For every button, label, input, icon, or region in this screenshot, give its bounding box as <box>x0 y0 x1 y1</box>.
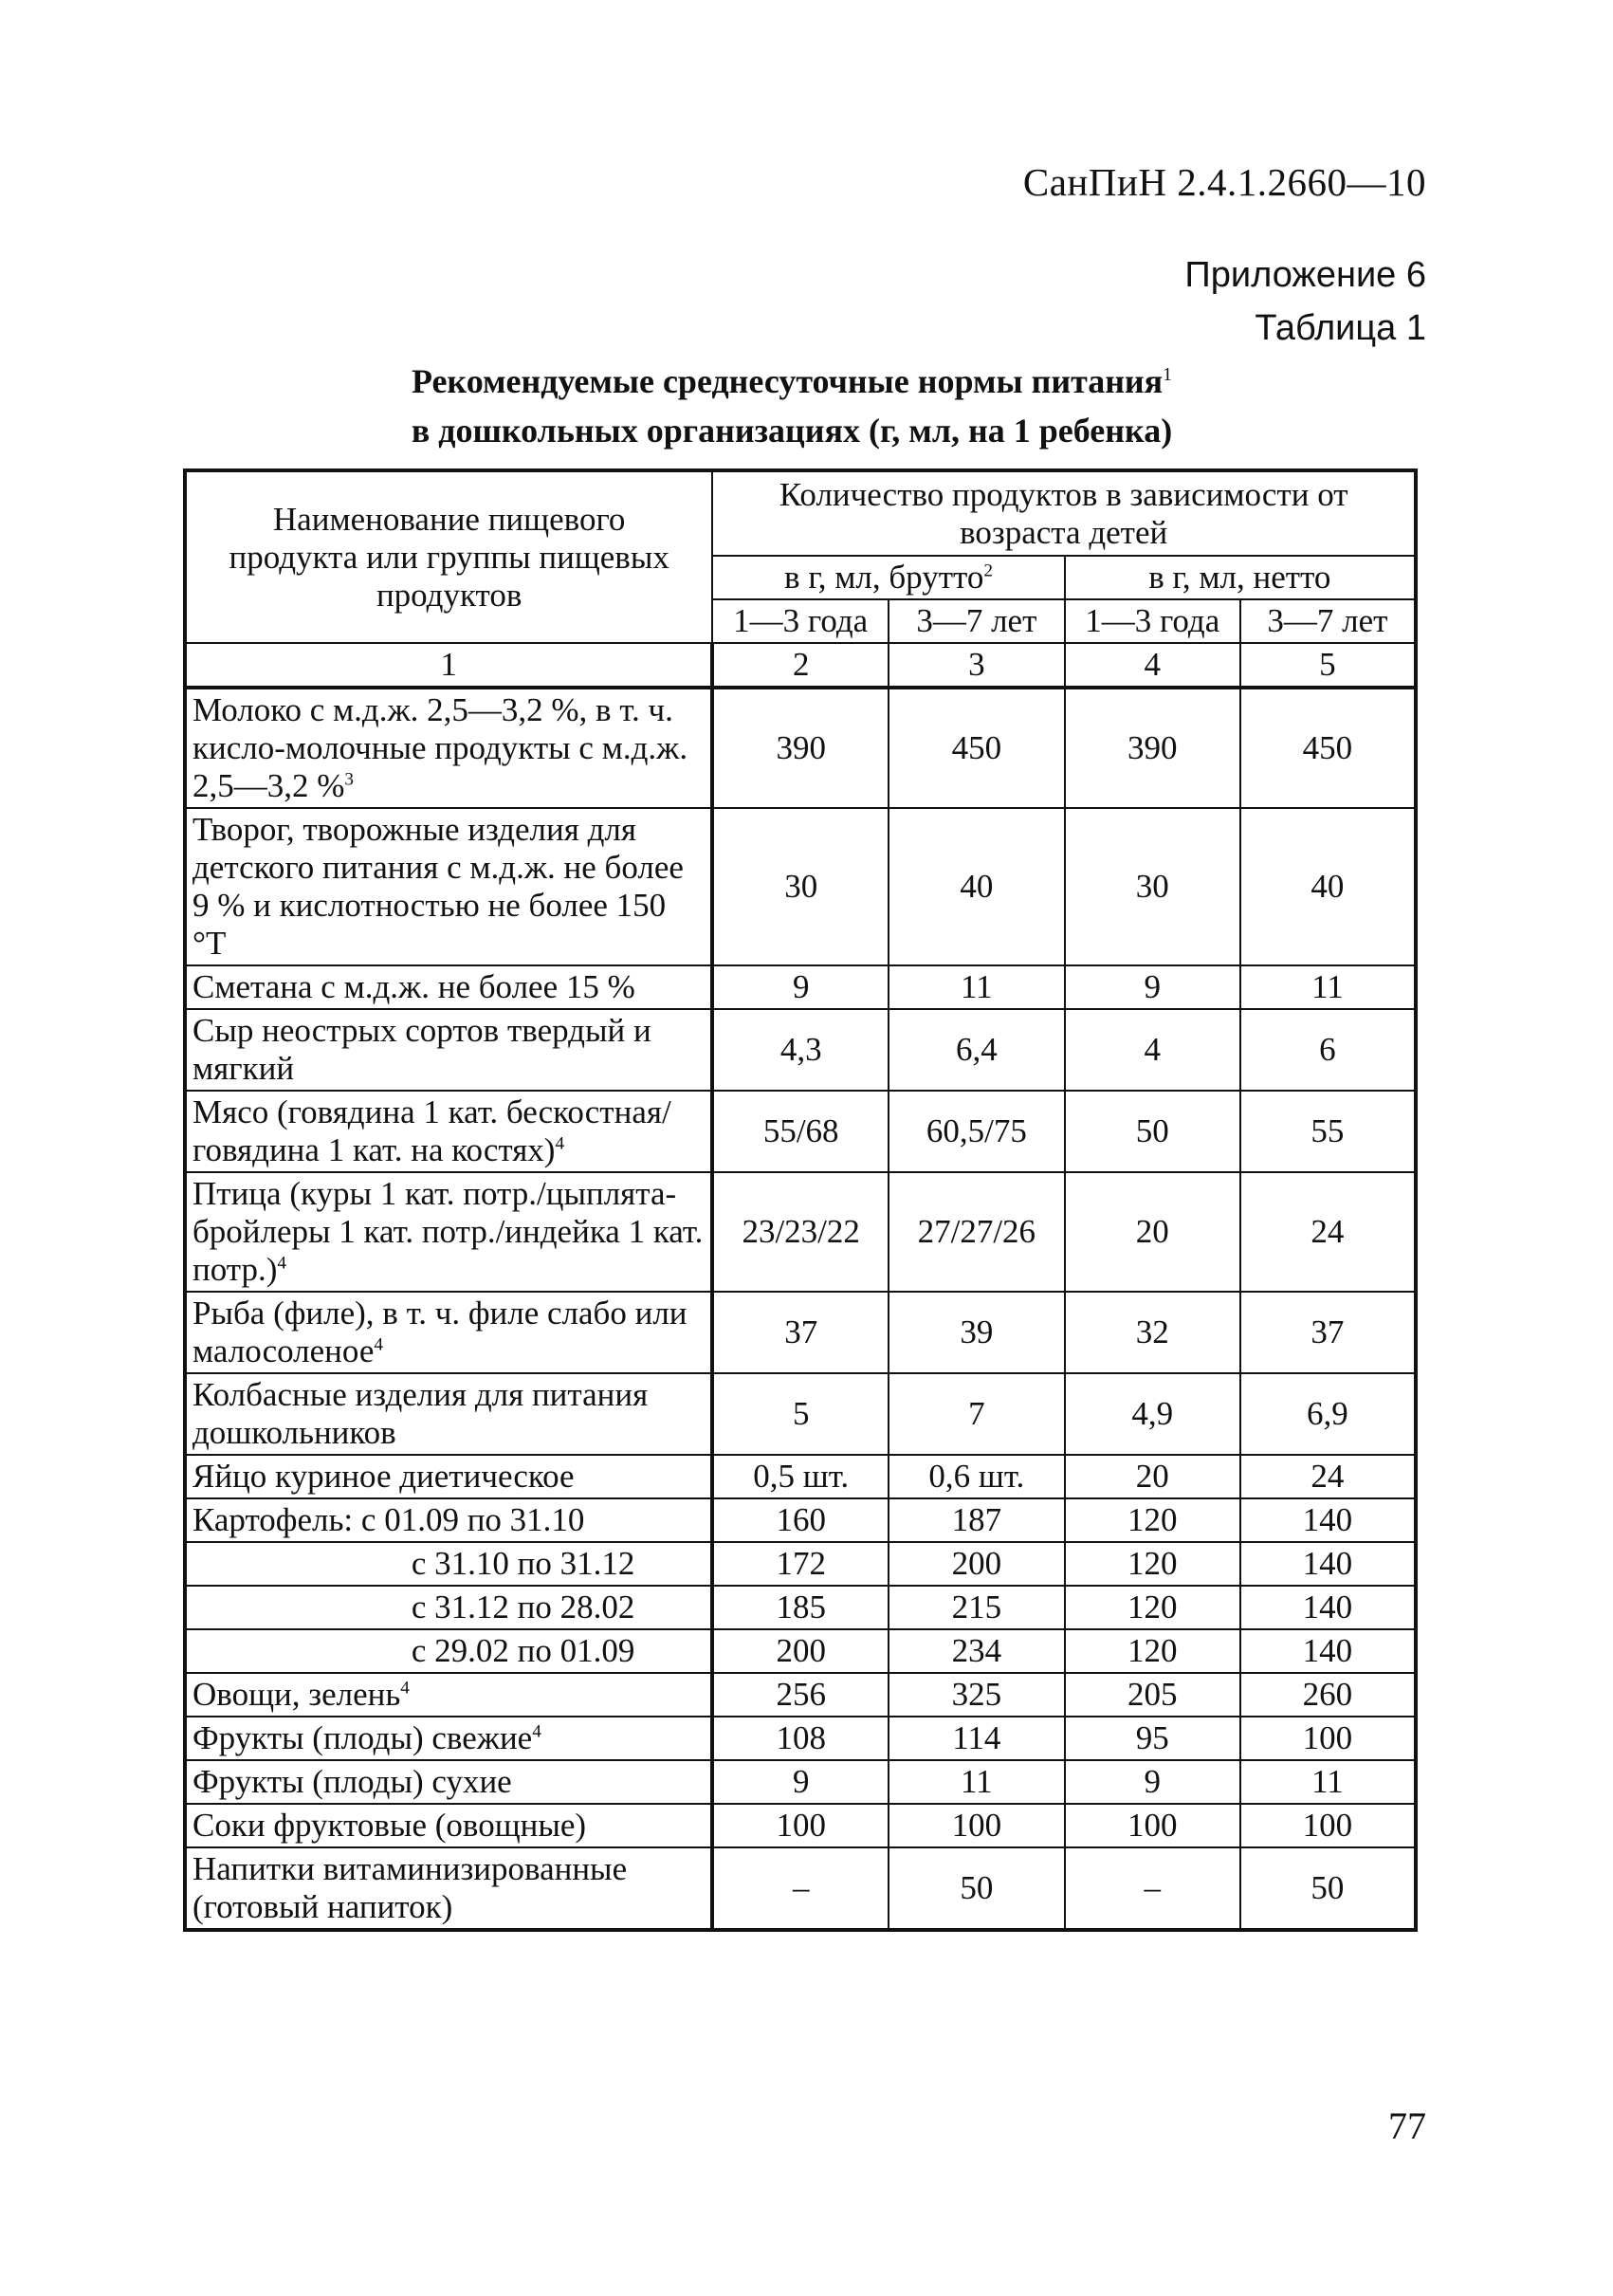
footnote-mark: 4 <box>555 1133 565 1154</box>
value-cell: – <box>712 1847 889 1930</box>
table-row <box>185 1717 1416 1760</box>
table-row <box>185 1586 1416 1629</box>
value-cell: 205 <box>1065 1673 1240 1717</box>
header-product-name: Наименование пищевого продукта или группы пищевых продуктов <box>185 470 712 643</box>
value-cell: 60,5/75 <box>889 1091 1065 1172</box>
value-cell: 11 <box>889 965 1065 1009</box>
column-number: 1 <box>185 643 712 688</box>
table-row <box>185 1091 1416 1172</box>
product-name-cell <box>185 1760 712 1804</box>
value-cell: 234 <box>889 1629 1065 1673</box>
product-name: с 31.12 по 28.02 <box>411 1589 635 1626</box>
product-name: Колбасные изделия для питания дошкольников <box>192 1376 649 1451</box>
page-number: 77 <box>1388 2104 1426 2147</box>
value-cell: 50 <box>889 1847 1065 1930</box>
value-cell: 40 <box>889 808 1065 965</box>
value-cell: 256 <box>712 1673 889 1717</box>
value-cell: 120 <box>1065 1542 1240 1586</box>
value-cell: 390 <box>712 688 889 808</box>
product-name: с 31.10 по 31.12 <box>411 1545 635 1582</box>
value-cell: 32 <box>1065 1292 1240 1373</box>
table-body <box>185 688 1416 1930</box>
product-name: Мясо (говядина 1 кат. бескостная/говядина 1 кат. на костях) <box>192 1093 671 1168</box>
product-name-cell <box>185 1292 712 1373</box>
value-cell: 450 <box>889 688 1065 808</box>
value-cell: 390 <box>1065 688 1240 808</box>
table-row <box>185 1804 1416 1847</box>
product-name-cell <box>185 1172 712 1292</box>
column-number: 2 <box>712 643 889 688</box>
table-row <box>185 1172 1416 1292</box>
product-name: Сметана с м.д.ж. не более 15 % <box>192 968 635 1005</box>
value-cell: 95 <box>1065 1717 1240 1760</box>
product-name: Напитки витаминизированные (готовый напиток) <box>192 1850 628 1925</box>
product-name-cell <box>185 1629 712 1673</box>
table-row <box>185 1498 1416 1542</box>
value-cell: 55 <box>1240 1091 1416 1172</box>
value-cell: 9 <box>1065 965 1240 1009</box>
value-cell: 140 <box>1240 1498 1416 1542</box>
product-name: Яйцо куриное диетическое <box>192 1458 575 1495</box>
product-name-cell <box>185 1455 712 1498</box>
product-name: Фрукты (плоды) свежие <box>192 1719 533 1756</box>
value-cell: 108 <box>712 1717 889 1760</box>
value-cell: 30 <box>1065 808 1240 965</box>
value-cell: 140 <box>1240 1586 1416 1629</box>
header-quantity: Количество продуктов в зависимости от возраста детей <box>712 470 1416 556</box>
product-name: Рыба (филе), в т. ч. филе слабо или малосоленое <box>192 1295 687 1369</box>
table-row <box>185 808 1416 965</box>
product-name: Картофель: с 01.09 по 31.10 <box>192 1501 585 1538</box>
table-row <box>185 1292 1416 1373</box>
value-cell: – <box>1065 1847 1240 1930</box>
value-cell: 120 <box>1065 1629 1240 1673</box>
product-name: Сыр неострых сортов твердый и мягкий <box>192 1012 651 1087</box>
value-cell: 200 <box>712 1629 889 1673</box>
product-name-cell <box>185 1847 712 1930</box>
product-name-cell <box>185 1373 712 1455</box>
footnote-mark: 1 <box>1163 364 1173 385</box>
table-row <box>185 1542 1416 1586</box>
table-row <box>185 1629 1416 1673</box>
header-net: в г, мл, нетто <box>1065 556 1416 599</box>
value-cell: 5 <box>712 1373 889 1455</box>
header-age-net-3-7: 3—7 лет <box>1240 599 1416 643</box>
footnote-mark: 4 <box>374 1334 383 1355</box>
value-cell: 39 <box>889 1292 1065 1373</box>
value-cell: 100 <box>712 1804 889 1847</box>
value-cell: 50 <box>1065 1091 1240 1172</box>
value-cell: 23/23/22 <box>712 1172 889 1292</box>
footnote-mark: 4 <box>400 1678 410 1699</box>
table-title <box>266 357 1318 455</box>
appendix-number: Приложение 6 <box>1184 255 1426 295</box>
product-name-cell <box>185 1498 712 1542</box>
product-name: с 29.02 по 01.09 <box>411 1632 635 1669</box>
value-cell: 7 <box>889 1373 1065 1455</box>
value-cell: 30 <box>712 808 889 965</box>
column-number: 5 <box>1240 643 1416 688</box>
header-gross: в г, мл, брутто$^2$ <box>712 556 1064 599</box>
value-cell: 325 <box>889 1673 1065 1717</box>
value-cell: 55/68 <box>712 1091 889 1172</box>
value-cell: 6,9 <box>1240 1373 1416 1455</box>
value-cell: 37 <box>1240 1292 1416 1373</box>
value-cell: 9 <box>712 965 889 1009</box>
product-name: Соки фруктовые (овощные) <box>192 1807 587 1844</box>
product-name: Овощи, зелень <box>192 1676 401 1713</box>
value-cell: 120 <box>1065 1498 1240 1542</box>
value-cell: 20 <box>1065 1455 1240 1498</box>
header-age-net-1-3: 1—3 года <box>1065 599 1240 643</box>
value-cell: 260 <box>1240 1673 1416 1717</box>
product-name-cell <box>185 1586 712 1629</box>
value-cell: 6,4 <box>889 1009 1065 1091</box>
title-line-2: в дошкольных организациях (г, мл, на 1 ребенка) <box>411 412 1173 450</box>
nutrition-norms-table <box>183 468 1418 1932</box>
document-code: СанПиН 2.4.1.2660—10 <box>1022 160 1426 204</box>
value-cell: 6 <box>1240 1009 1416 1091</box>
product-name: Фрукты (плоды) сухие <box>192 1763 512 1800</box>
value-cell: 100 <box>1065 1804 1240 1847</box>
value-cell: 11 <box>1240 1760 1416 1804</box>
value-cell: 50 <box>1240 1847 1416 1930</box>
value-cell: 0,5 шт. <box>712 1455 889 1498</box>
product-name-cell <box>185 1673 712 1717</box>
value-cell: 20 <box>1065 1172 1240 1292</box>
value-cell: 24 <box>1240 1172 1416 1292</box>
product-name: Молоко с м.д.ж. 2,5—3,2 %, в т. ч. кисло-молочные продукты с м.д.ж. 2,5—3,2 % <box>192 691 688 804</box>
table-row <box>185 1760 1416 1804</box>
header-age-gross-1-3: 1—3 года <box>712 599 889 643</box>
value-cell: 4,3 <box>712 1009 889 1091</box>
value-cell: 4 <box>1065 1009 1240 1091</box>
appendix-label-block <box>1184 248 1426 355</box>
value-cell: 172 <box>712 1542 889 1586</box>
title-line-1: Рекомендуемые среднесуточные нормы питания$^1$ <box>411 362 1173 400</box>
footnote-mark: 4 <box>277 1253 287 1274</box>
value-cell: 100 <box>1240 1804 1416 1847</box>
footnote-mark: 2 <box>983 560 993 581</box>
table-row <box>185 1455 1416 1498</box>
table-row <box>185 1673 1416 1717</box>
value-cell: 185 <box>712 1586 889 1629</box>
value-cell: 200 <box>889 1542 1065 1586</box>
value-cell: 215 <box>889 1586 1065 1629</box>
value-cell: 450 <box>1240 688 1416 808</box>
value-cell: 9 <box>1065 1760 1240 1804</box>
value-cell: 37 <box>712 1292 889 1373</box>
table-row <box>185 965 1416 1009</box>
table-row <box>185 1847 1416 1930</box>
table-number: Таблица 1 <box>1255 308 1426 348</box>
value-cell: 9 <box>712 1760 889 1804</box>
value-cell: 114 <box>889 1717 1065 1760</box>
value-cell: 140 <box>1240 1542 1416 1586</box>
value-cell: 24 <box>1240 1455 1416 1498</box>
value-cell: 11 <box>889 1760 1065 1804</box>
value-cell: 100 <box>889 1804 1065 1847</box>
product-name-cell <box>185 688 712 808</box>
value-cell: 27/27/26 <box>889 1172 1065 1292</box>
value-cell: 40 <box>1240 808 1416 965</box>
product-name: Творог, творожные изделия для детского питания с м.д.ж. не более 9 % и кислотностью не более 150 °Т <box>192 811 684 962</box>
product-name-cell <box>185 965 712 1009</box>
value-cell: 100 <box>1240 1717 1416 1760</box>
product-name-cell <box>185 1804 712 1847</box>
product-name: Птица (куры 1 кат. потр./цыплята-бройлеры 1 кат. потр./индейка 1 кат. потр.) <box>192 1175 704 1288</box>
value-cell: 4,9 <box>1065 1373 1240 1455</box>
product-name-cell <box>185 1009 712 1091</box>
footnote-mark: 4 <box>532 1721 541 1742</box>
value-cell: 11 <box>1240 965 1416 1009</box>
value-cell: 187 <box>889 1498 1065 1542</box>
product-name-cell <box>185 808 712 965</box>
value-cell: 120 <box>1065 1586 1240 1629</box>
product-name-cell <box>185 1717 712 1760</box>
product-name-cell <box>185 1091 712 1172</box>
footnote-mark: 3 <box>344 769 355 790</box>
value-cell: 140 <box>1240 1629 1416 1673</box>
value-cell: 0,6 шт. <box>889 1455 1065 1498</box>
table-row <box>185 688 1416 808</box>
column-number: 3 <box>889 643 1065 688</box>
table-row <box>185 1373 1416 1455</box>
product-name-cell <box>185 1542 712 1586</box>
value-cell: 160 <box>712 1498 889 1542</box>
table-row <box>185 1009 1416 1091</box>
column-number: 4 <box>1065 643 1240 688</box>
header-age-gross-3-7: 3—7 лет <box>889 599 1065 643</box>
